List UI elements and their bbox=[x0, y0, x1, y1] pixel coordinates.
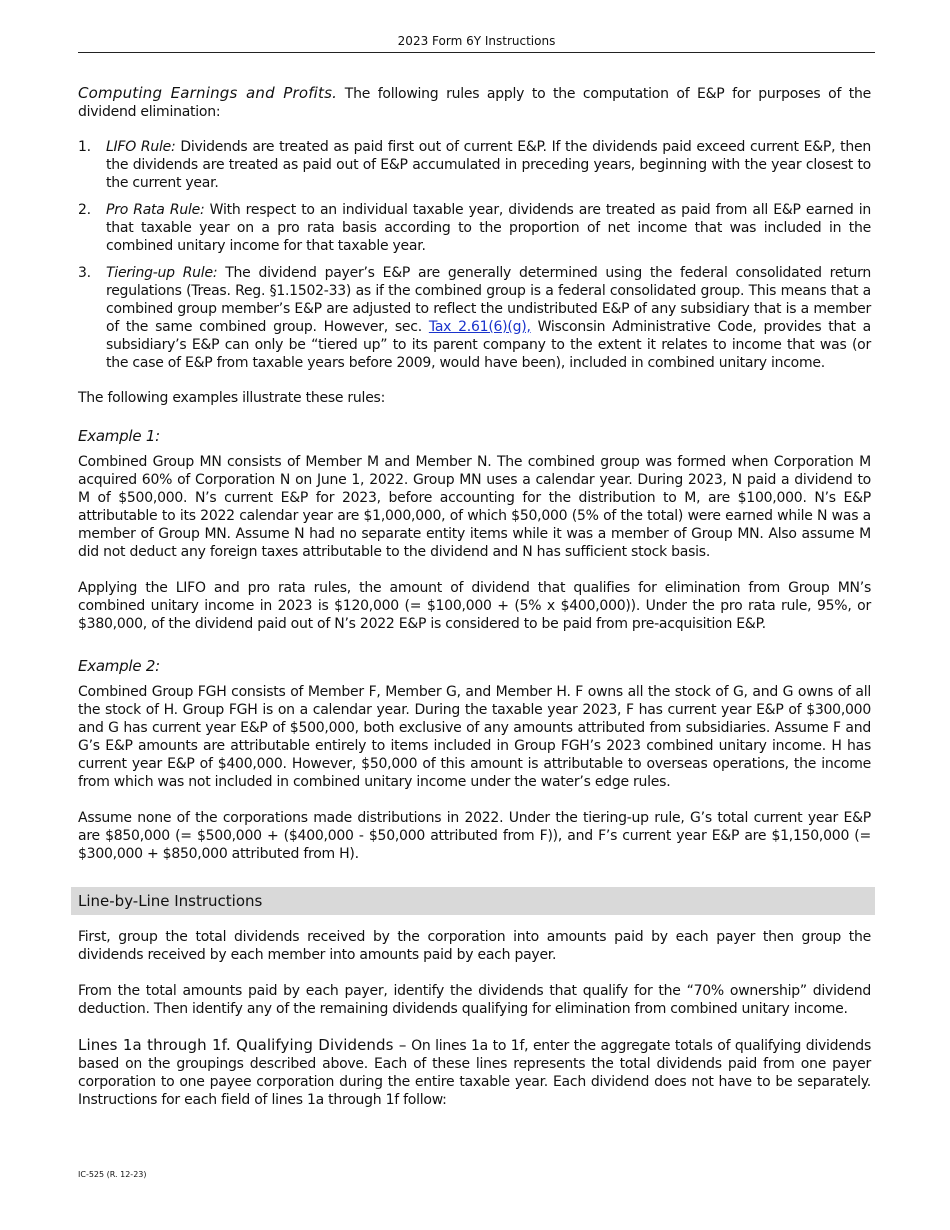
list-number: 2. bbox=[78, 202, 91, 218]
rule-text-after-link: Wisconsin Administrative Code, provides that a subsidiary’s E&P can only be “tiered up” to its parent company to the extent it relates to income that was (or the case of E&P from taxable years before 2009, would have been), included in combined unitary income. bbox=[106, 319, 871, 371]
example-1-paragraph-2: Applying the LIFO and pro rata rules, the amount of dividend that qualifies for elimination from Group MN’s combined unitary income in 2023 is $120,000 (= $100,000 + (5% x $400,000)). Under the pro rata rule, 95%, or $380,000, of the dividend paid out of N’s 2022 E&P is considered to be paid from pre-acquisition E&P. bbox=[78, 580, 871, 632]
intro-text: The following rules apply to the computation of E&P for purposes of the dividend elimination: bbox=[78, 86, 871, 120]
rule-title: LIFO Rule: bbox=[106, 139, 176, 155]
lines-heading: Lines 1a through 1f. Qualifying Dividends – bbox=[78, 1036, 407, 1054]
lines-paragraph bbox=[78, 1036, 871, 1109]
rule-text-before-link: The dividend payer’s E&P are generally determined using the federal consolidated return regulations (Treas. Reg. §1.1502-33) as if the combined group is a federal consolidated group. This means that a combined group member’s E&P are adjusted to reflect the undistributed E&P of any subsidiary that is a member of the same combined group. However, sec. bbox=[106, 265, 871, 335]
document-body bbox=[78, 84, 871, 1109]
list-item bbox=[78, 138, 871, 192]
rule-title: Tiering-up Rule: bbox=[106, 265, 218, 281]
intro-paragraph bbox=[78, 84, 871, 121]
list-number: 1. bbox=[78, 139, 91, 155]
page-footer bbox=[78, 1170, 147, 1180]
lines-text: On lines 1a to 1f, enter the aggregate totals of qualifying dividends based on the groupings described above. Each of these lines represents the total dividends paid from one payer corporation to one payee corporation during the entire taxable year. Each dividend does not have to be separately. Instructions for each field of lines 1a through 1f follow: bbox=[78, 1038, 871, 1108]
section-paragraph-1: First, group the total dividends received by the corporation into amounts paid by each payer then group the dividends received by each member into amounts paid by each payer. bbox=[78, 929, 871, 963]
page-header bbox=[78, 33, 875, 53]
example-1-paragraph-1: Combined Group MN consists of Member M and Member N. The combined group was formed when Corporation M acquired 60% of Corporation N on June 1, 2022. Group MN uses a calendar year. During 2023, N paid a dividend to M of $500,000. N’s current E&P for 2023, before accounting for the distribution to M, are $100,000. N’s E&P attributable to its 2022 calendar year are $1,000,000, of which $50,000 (5% of the total) were earned while N was a member of Group MN. Assume N had no separate entity items while it was a member of Group MN. Also assume M did not deduct any foreign taxes attributable to the dividend and N has sufficient stock basis. bbox=[78, 454, 871, 560]
rules-list bbox=[78, 138, 871, 372]
form-code: IC-525 (R. 12-23) bbox=[78, 1170, 147, 1179]
rule-title: Pro Rata Rule: bbox=[106, 202, 205, 218]
tax-code-link[interactable]: Tax 2.61(6)(g), bbox=[428, 319, 531, 335]
examples-intro: The following examples illustrate these rules: bbox=[78, 390, 386, 406]
list-item bbox=[78, 201, 871, 255]
section-title: Line-by-Line Instructions bbox=[78, 892, 263, 910]
header-title: 2023 Form 6Y Instructions bbox=[397, 34, 556, 48]
rule-text: With respect to an individual taxable year, dividends are treated as paid from all E&P earned in that taxable year on a pro rata basis according to the proportion of net income that was included in the combined unitary income for that taxable year. bbox=[106, 202, 871, 254]
rule-text: Dividends are treated as paid first out of current E&P. If the dividends paid exceed current E&P, then the dividends are treated as paid out of E&P accumulated in preceding years, beginning with the year closest to the current year. bbox=[106, 139, 871, 191]
intro-heading: Computing Earnings and Profits. bbox=[78, 84, 338, 102]
example-2-paragraph-2: Assume none of the corporations made distributions in 2022. Under the tiering-up rule, G’s total current year E&P are $850,000 (= $500,000 + ($400,000 - $50,000 attributed from F)), and F’s current year E&P are $1,150,000 (= $300,000 + $850,000 attributed from H). bbox=[78, 810, 871, 862]
section-heading-bar bbox=[71, 887, 875, 915]
example-1-heading: Example 1: bbox=[78, 427, 160, 445]
section-paragraph-2: From the total amounts paid by each payer, identify the dividends that qualify for the “70% ownership” dividend deduction. Then identify any of the remaining dividends qualifying for elimination from combined unitary income. bbox=[78, 983, 871, 1017]
list-number: 3. bbox=[78, 265, 91, 281]
list-item bbox=[78, 264, 871, 372]
example-2-paragraph-1: Combined Group FGH consists of Member F, Member G, and Member H. F owns all the stock of G, and G owns of all the stock of H. Group FGH is on a calendar year. During the taxable year 2023, F has current year E&P of $300,000 and G has current year E&P of $500,000, both exclusive of any amounts attributed from subsidiaries. Assume F and G’s E&P amounts are attributable entirely to items included in Group FGH’s 2023 combined unitary income. H has current year E&P of $400,000. However, $50,000 of this amount is attributable to overseas operations, the income from which was not included in combined unitary income under the water’s edge rules. bbox=[78, 684, 871, 790]
example-2-heading: Example 2: bbox=[78, 657, 160, 675]
